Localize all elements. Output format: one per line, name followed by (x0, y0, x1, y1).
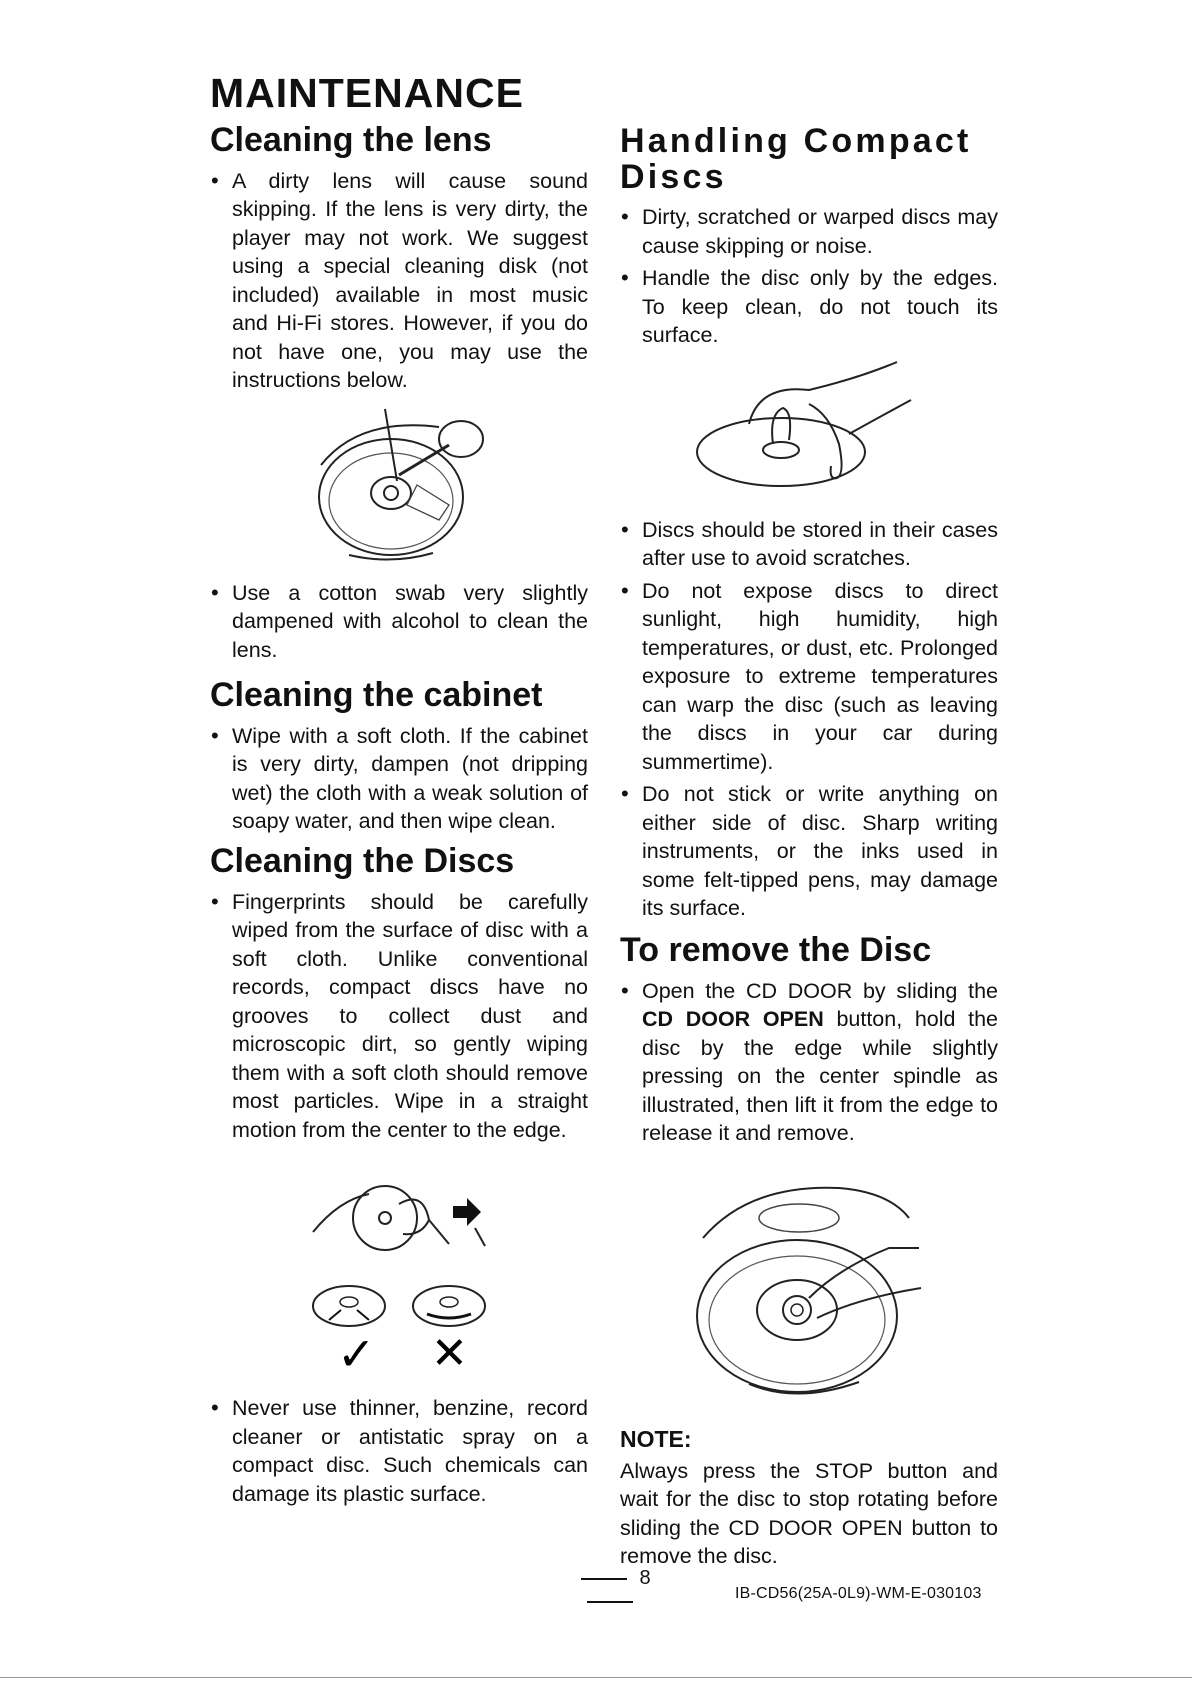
remove-heading: To remove the Disc (620, 930, 932, 969)
cabinet-item-1: • Wipe with a soft cloth. If the cabinet is very dirty, dampen (not dripping wet) the cloth with a weak solution of soapy water, and then wipe clean. (210, 722, 588, 836)
discs-list-2 (210, 1394, 588, 1508)
lens-item-2: • Use a cotton swab very slightly dampened with alcohol to clean the lens. (210, 579, 588, 665)
lens-list-2 (210, 579, 588, 665)
right-rule (587, 1601, 633, 1603)
disc-handling-illustration (620, 354, 998, 494)
document-code: IB-CD56(25A-0L9)-WM-E-030103 (735, 1585, 982, 1602)
handling-heading: Handling Compact Discs (620, 122, 972, 196)
remove-item-1: • Open the CD DOOR by sliding the CD DOOR OPEN button, hold the disc by the edge while slightly pressing on the center spindle as illustrated, then lift it from the edge to release it and remove. (620, 977, 998, 1148)
discs-item-1: • Fingerprints should be carefully wiped from the surface of disc with a soft cloth. Unlike conventional records, compact discs have no grooves to collect dust and microscopic dirt, so gently wiping them with a soft cloth should remove most particles. Wipe in a straight motion from the center to the edge. (210, 888, 588, 1145)
handling-item-2: • Handle the disc only by the edges. To keep clean, do not touch its surface. (620, 264, 998, 350)
right-column (620, 120, 998, 1571)
discs-list (210, 888, 588, 1145)
page-title: MAINTENANCE (210, 70, 524, 116)
lens-list (210, 167, 588, 395)
lens-item-1: • A dirty lens will cause sound skipping. If the lens is very dirty, the player may not work. We suggest using a special cleaning disk (not included) available in most music and Hi-Fi stores. However, if you do not have one, you may use the instructions below. (210, 167, 588, 395)
page-number: 8 (540, 1567, 680, 1613)
handling-item-4: • Do not expose discs to direct sunlight, high humidity, high temperatures, or dust, etc. Prolonged exposure to extreme temperatures can warp the disc (such as leaving the discs in your car during summertime). (620, 577, 998, 777)
disc-wiping-illustration (210, 1170, 588, 1380)
handling-item-5: • Do not stick or write anything on either side of disc. Sharp writing instruments, or the inks used in some felt-tipped pens, may damage its surface. (620, 780, 998, 923)
cabinet-list (210, 722, 588, 836)
cd-player-swab-icon (299, 405, 499, 565)
note-text: Always press the STOP button and wait for the disc to stop rotating before sliding the CD DOOR OPEN button to remove the disc. (620, 1458, 998, 1569)
hand-disc-icon (689, 354, 929, 494)
lens-heading: Cleaning the lens (210, 121, 492, 159)
correct-mark: ✓ (337, 1327, 376, 1381)
discs-heading: Cleaning the Discs (210, 841, 515, 880)
remove-list (620, 977, 998, 1148)
cd-player-remove-icon (689, 1178, 929, 1408)
note-heading: NOTE: (620, 1425, 692, 1452)
wrong-mark: ✕ (431, 1328, 468, 1380)
handling-list (620, 203, 998, 350)
left-column (210, 70, 588, 1512)
disc-wipe-icon (299, 1170, 499, 1380)
handling-item-3: • Discs should be stored in their cases after use to avoid scratches. (620, 516, 998, 573)
cabinet-heading: Cleaning the cabinet (210, 676, 543, 715)
handling-list-2 (620, 516, 998, 923)
left-rule (581, 1578, 627, 1580)
handling-item-1: • Dirty, scratched or warped discs may cause skipping or noise. (620, 203, 998, 260)
lens-cleaning-illustration (210, 405, 588, 565)
discs-item-2: • Never use thinner, benzine, record cleaner or antistatic spray on a compact disc. Such chemicals can damage its plastic surface. (210, 1394, 588, 1508)
disc-removal-illustration (620, 1178, 998, 1408)
cd-door-open-label: CD DOOR OPEN (642, 1007, 824, 1032)
bottom-rule (0, 1677, 1192, 1678)
